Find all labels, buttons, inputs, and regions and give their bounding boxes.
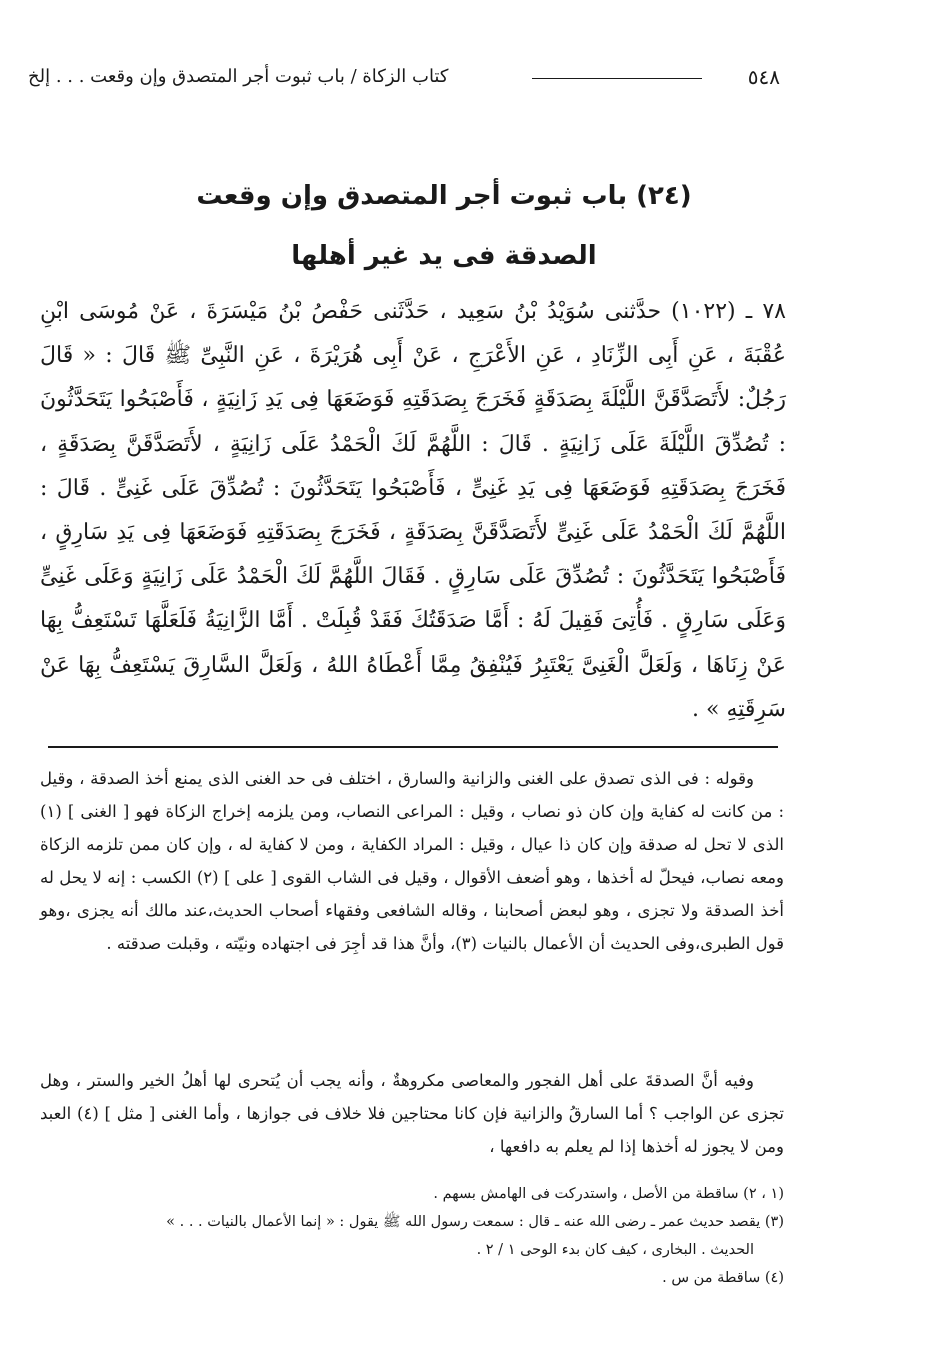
chapter-title-line-1: (٢٤) باب ثبوت أجر المتصدق وإن وقعت (196, 181, 692, 211)
commentary-text-1: وقوله : فى الذى تصدق على الغنى والزانية والسارق ، اختلف فى حد الغنى الذى يمنع أخذ الصدقة ، وقيل : من كانت له كفاية وإن كان ذو نصاب ، وقيل : المراعى النصاب، ومن يلزمه إخراج الزكاة فهو [ الغنى ] (١) الذى لا تحل له صدقة وإن كان ذا عيال ، وقيل : المراد الكفاية ، ومن لا كفاية له ، وإن كان ممن تلزمه الزكاة ومعه نصاب، فيحلّ له أخذها ، وهو أضعف الأقوال ، وقيل فى الشاب القوى [ على ] (٢) الكسب : إنه لا يحل له أخذ الصدقة ولا تجزى ، وهو لبعض أصحابنا ، وقاله الشافعى وفقهاء أصحاب الحديث،عند مالك أنه يجزى ،وهو قول الطبرى،وفى الحديث أن الأعمال بالنيات (٣)، وأنَّ هذا قد أجِرَ فى اجتهاده ونيّته ، وقبلت صدقته . (40, 769, 784, 953)
running-header (28, 62, 780, 98)
hadith-paragraph: ٧٨ ـ (١٠٢٢) حدَّثنى سُوَيْدُ بْنُ سَعِيد ، حَدَّثَنى حَفْصُ بْنُ مَيْسَرَةَ ، عَنْ مُوسَى ابْنِ عُقْبَةَ ، عَنِ أَبِى الزِّنَادِ ، عَنِ الأَعْرَجِ ، عَنْ أَبِى هُرَيْرَةَ ، عَنِ النَّبِىِّ ﷺ قَالَ : « قَالَ رَجُلٌ: لأَتَصَدَّقَنَّ اللَّيْلَةَ بِصَدَقَةٍ فَخَرَجَ بِصَدَقَتِهِ فَوَضَعَهَا فِى يَدِ زَانِيَةٍ ، فَأَصْبَحُوا يَتَحَدَّثُونَ : تُصُدِّقَ اللَّيْلَةَ عَلَى زَانِيَةٍ . قَالَ : اللَّهُمَّ لَكَ الْحَمْدُ عَلَى زَانِيَةٍ ، لأَتَصَدَّقَنَّ بِصَدَقَةٍ ، فَخَرَجَ بِصَدَقَتِهِ فَوَضَعَهَا فِى يَدِ غَنِىٍّ ، فَأَصْبَحُوا يَتَحَدَّثُونَ : تُصُدِّقَ عَلَى غَنِىٍّ . قَالَ : اللَّهُمَّ لَكَ الْحَمْدُ عَلَى غَنِىٍّ لأَتَصَدَّقَنَّ بِصَدَقَةٍ ، فَخَرَجَ بِصَدَقَتِهِ فَوَضَعَهَا فِى يَدِ سَارِقٍ ، فَأَصْبَحُوا يَتَحَدَّثُونَ : تُصُدِّقَ عَلَى سَارِقٍ . فَقَالَ اللَّهُمَّ لَكَ الْحَمْدُ عَلَى زَانِيَةٍ وَعَلَى غَنِىٍّ وَعَلَى سَارِقٍ . فَأُتِىَ فَقِيلَ لَهُ : أَمَّا صَدَقَتُكَ فَقَدْ قُبِلَتْ . أَمَّا الزَّانِيَةُ فَلَعَلَّهَا تَسْتَعِفُّ بِهَا عَنْ زِنَاهَا ، وَلَعَلَّ الْغَنِىَّ يَعْتَبِرُ فَيُنْفِقُ مِمَّا أَعْطَاهُ اللهُ ، وَلَعَلَّ السَّارِقَ يَسْتَعِفُّ بِهَا عَنْ سَرِقَتِهِ » . (40, 299, 786, 722)
running-title: كتاب الزكاة / باب ثبوت أجر المتصدق وإن وقعت . . . إلخ (28, 66, 449, 87)
commentary-paragraph-2 (40, 1064, 784, 1163)
header-rule (532, 78, 702, 79)
footnote-3: (٣) يقصد حديث عمر ـ رضى الله عنه ـ قال : سمعت رسول الله ﷺ يقول : « إنما الأعمال بالنيات . . . » (166, 1214, 784, 1230)
footnote-4: (٤) ساقطة من س . (662, 1270, 784, 1286)
hadith-text (40, 290, 786, 732)
commentary-text-2: وفيه أنَّ الصدقةَ على أهل الفجور والمعاصى مكروهةٌ ، وأنه يجب أن يُتحرى لها أهلُ الخير والستر ، وهل تجزى عن الواجب ؟ أما السارقُ والزانية فإن كانا محتاجين فلا خلاف فى جوازها ، وأما الغنى [ مثل ] (٤) العبد ومن لا يجوز له أخذها إذا لم يعلم به دافعها ، (40, 1071, 784, 1156)
page-number: ٥٤٨ (747, 65, 780, 89)
footnote-1-2: (١ ، ٢) ساقطة من الأصل ، واستدركت فى الهامش بسهم . (433, 1186, 784, 1202)
footnotes (40, 1180, 784, 1292)
footnote-3-continuation: الحديث . البخارى ، كيف كان بدء الوحى ١ / ٢ . (476, 1242, 754, 1258)
chapter-title-line-2: الصدقة فى يد غير أهلها (291, 241, 597, 271)
footnote-separator (48, 746, 778, 748)
commentary-paragraph-1 (40, 762, 784, 960)
